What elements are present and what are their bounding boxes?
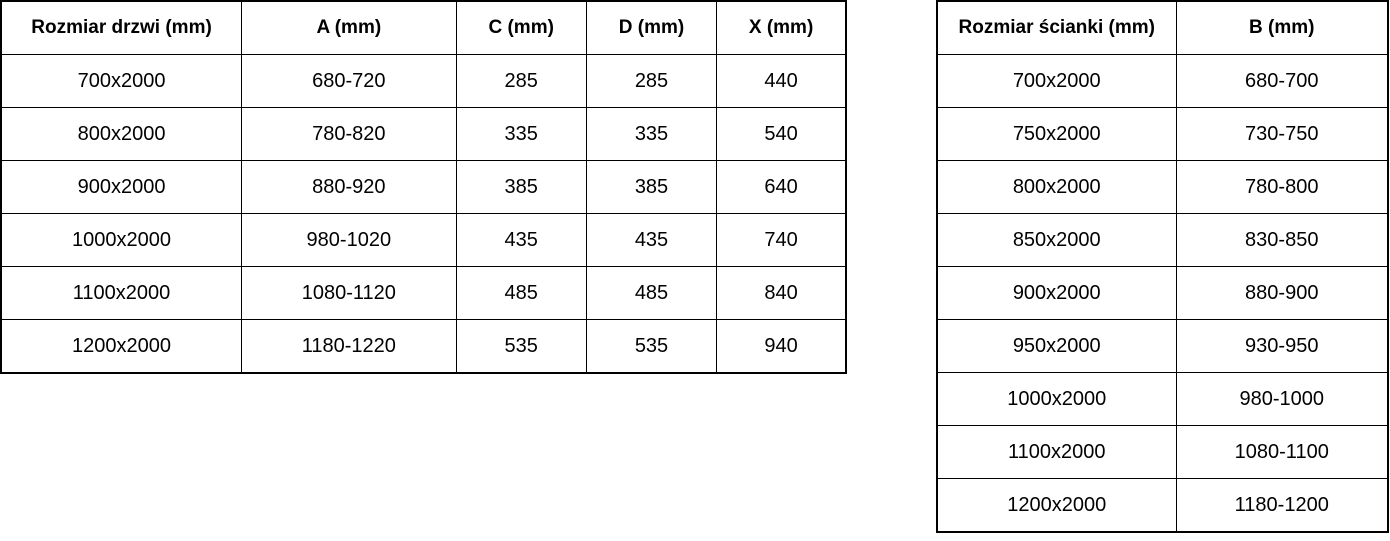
table-row [937, 426, 1388, 479]
table-cell: 535 [456, 320, 586, 374]
table-cell: 385 [456, 161, 586, 214]
table-cell: 930-950 [1176, 320, 1388, 373]
table-cell: 435 [456, 214, 586, 267]
table-cell: 740 [717, 214, 846, 267]
table-cell: 900x2000 [937, 267, 1176, 320]
table-row [1, 108, 846, 161]
table-row [937, 108, 1388, 161]
table-cell: 1200x2000 [1, 320, 242, 374]
table-cell: 680-720 [242, 55, 457, 108]
table-cell: 950x2000 [937, 320, 1176, 373]
table-cell: 1180-1200 [1176, 479, 1388, 533]
table-row [937, 320, 1388, 373]
table-cell: 435 [586, 214, 716, 267]
table-row [1, 214, 846, 267]
table-cell: 1080-1120 [242, 267, 457, 320]
table-cell: 800x2000 [937, 161, 1176, 214]
table-row [937, 55, 1388, 108]
table-cell: 385 [586, 161, 716, 214]
table-cell: 800x2000 [1, 108, 242, 161]
table-cell: 980-1000 [1176, 373, 1388, 426]
table-cell: 700x2000 [1, 55, 242, 108]
table-cell: 1080-1100 [1176, 426, 1388, 479]
table-row [937, 479, 1388, 533]
table-cell: 850x2000 [937, 214, 1176, 267]
table-row [937, 161, 1388, 214]
table-cell: 700x2000 [937, 55, 1176, 108]
column-header-c: C (mm) [456, 1, 586, 55]
table-cell: 680-700 [1176, 55, 1388, 108]
table-cell: 285 [456, 55, 586, 108]
table-cell: 1100x2000 [937, 426, 1176, 479]
table-cell: 485 [586, 267, 716, 320]
column-header-b: B (mm) [1176, 1, 1388, 55]
wall-panel-size-table [936, 0, 1389, 533]
table-cell: 750x2000 [937, 108, 1176, 161]
table-cell: 535 [586, 320, 716, 374]
table-cell: 780-800 [1176, 161, 1388, 214]
table-cell: 940 [717, 320, 846, 374]
table-cell: 840 [717, 267, 846, 320]
table-cell: 485 [456, 267, 586, 320]
table-cell: 1200x2000 [937, 479, 1176, 533]
table-cell: 1180-1220 [242, 320, 457, 374]
table-cell: 880-920 [242, 161, 457, 214]
table-cell: 1000x2000 [937, 373, 1176, 426]
table-cell: 335 [586, 108, 716, 161]
table-row [1, 55, 846, 108]
table-row [1, 320, 846, 374]
table-cell: 1000x2000 [1, 214, 242, 267]
table-cell: 780-820 [242, 108, 457, 161]
table-cell: 1100x2000 [1, 267, 242, 320]
column-header-a: A (mm) [242, 1, 457, 55]
table-cell: 335 [456, 108, 586, 161]
column-header-d: D (mm) [586, 1, 716, 55]
table-cell: 440 [717, 55, 846, 108]
table-cell: 980-1020 [242, 214, 457, 267]
table-row [937, 214, 1388, 267]
column-header-x: X (mm) [717, 1, 846, 55]
table-cell: 880-900 [1176, 267, 1388, 320]
table-cell: 540 [717, 108, 846, 161]
table-cell: 640 [717, 161, 846, 214]
column-header-rozmiar-scianki: Rozmiar ścianki (mm) [937, 1, 1176, 55]
table-row [937, 373, 1388, 426]
header-row [1, 1, 846, 55]
table-row [1, 267, 846, 320]
door-size-table [0, 0, 847, 374]
table-cell: 830-850 [1176, 214, 1388, 267]
table-cell: 285 [586, 55, 716, 108]
table-cell: 900x2000 [1, 161, 242, 214]
table-row [937, 267, 1388, 320]
table-cell: 730-750 [1176, 108, 1388, 161]
header-row [937, 1, 1388, 55]
column-header-rozmiar-drzwi: Rozmiar drzwi (mm) [1, 1, 242, 55]
table-row [1, 161, 846, 214]
